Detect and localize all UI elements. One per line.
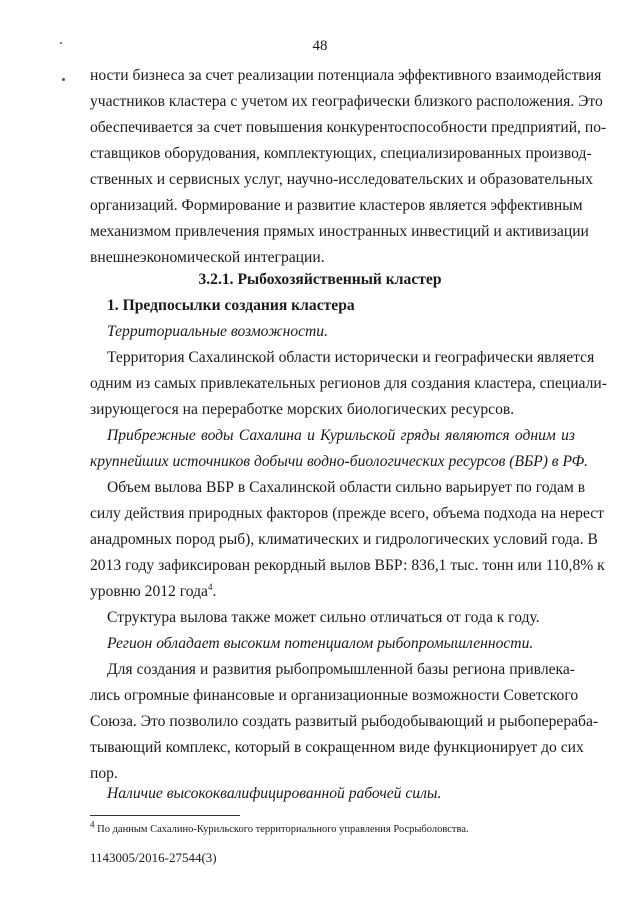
paragraph-line: силу действия природных факторов (прежде всего, объема подхода на нерест [90, 505, 604, 522]
document-code: 1143005/2016-27544(3) [90, 850, 217, 865]
italic-statement: Наличие высококвалифицированной рабочей силы. [107, 785, 442, 802]
footnote-reference: 4 [207, 581, 213, 592]
paragraph-line [90, 582, 216, 602]
scan-speck [62, 78, 65, 81]
italic-statement: Территориальные возможности. [107, 323, 329, 340]
paragraph-line: пор. [90, 765, 118, 782]
intro-line: ственных и сервисных услуг, научно-исследовательских и образовательных [90, 171, 593, 188]
footnote [90, 819, 469, 835]
scan-speck [60, 42, 62, 44]
period: . [212, 583, 217, 600]
paragraph-line: 2013 году зафиксирован рекордный вылов ВБР: 836,1 тыс. тонн или 110,8% к [90, 557, 605, 574]
paragraph-line: лись огромные финансовые и организационные возможности Советского [90, 687, 579, 704]
page-number: 48 [312, 38, 328, 54]
paragraph-line: Для создания и развития рыбопромышленной базы региона привлека- [107, 661, 575, 678]
italic-statement: Регион обладает высоким потенциалом рыбопромышленности. [107, 635, 534, 652]
paragraph-line: Объем вылова ВБР в Сахалинской области сильно варьирует по годам в [107, 479, 586, 496]
intro-line: обеспечивается за счет повышения конкурентоспособности предприятий, по- [90, 119, 607, 136]
footnote-divider [90, 815, 240, 816]
paragraph-line: Союза. Это позволило создать развитый рыбодобывающий и рыбоперераба- [90, 713, 599, 730]
intro-line: ности бизнеса за счет реализации потенциала эффективного взаимодействия [90, 67, 602, 84]
intro-line: организаций. Формирование и развитие кластеров является эффективным [90, 197, 583, 214]
paragraph-line: одним из самых привлекательных регионов для создания кластера, специали- [90, 375, 607, 392]
footnote-text: По данным Сахалино-Курильского территориального управления Росрыболовства. [94, 824, 469, 835]
paragraph-line: Территория Сахалинской области исторически и географически является [107, 349, 595, 366]
paragraph-line: зирующегося на переработке морских биологических ресурсов. [90, 401, 515, 418]
italic-statement: крупнейших источников добычи водно-биологических ресурсов (ВБР) в РФ. [90, 453, 589, 470]
footnote-mark: 4 [90, 819, 95, 830]
paragraph-line: Структура вылова также может сильно отличаться от года к году. [107, 609, 540, 626]
section-heading: 3.2.1. Рыбохозяйственный кластер [198, 271, 442, 288]
intro-line: ставщиков оборудования, комплектующих, специализированных производ- [90, 145, 592, 162]
paragraph-text: уровню 2012 года [90, 583, 208, 600]
subheading: 1. Предпосылки создания кластера [107, 297, 355, 314]
intro-line: внешнеэкономической интеграции. [90, 249, 325, 266]
paragraph-line: анадромных пород рыб), климатических и гидрологических условий года. В [90, 531, 598, 548]
italic-statement: Прибрежные воды Сахалина и Курильской гряды являются одним из [107, 427, 575, 444]
intro-line: механизмом привлечения прямых иностранных инвестиций и активизации [90, 223, 589, 240]
paragraph-line: тывающий комплекс, который в сокращенном виде функционирует до сих [90, 739, 584, 756]
intro-line: участников кластера с учетом их географически близкого расположения. Это [90, 93, 603, 110]
